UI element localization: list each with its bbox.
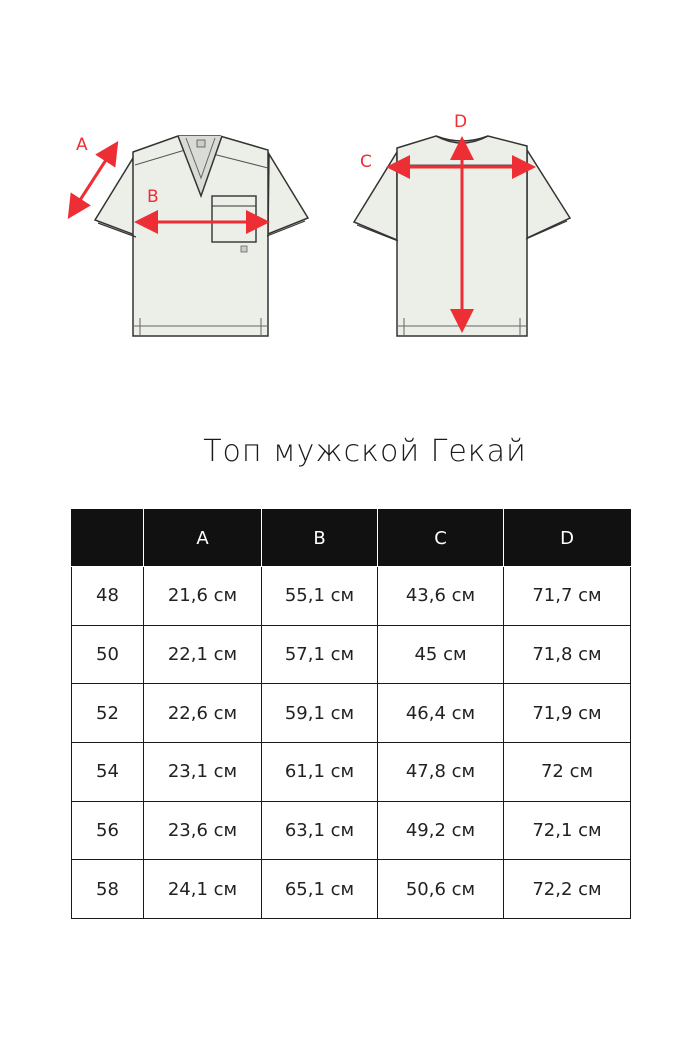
cell-d: 71,9 см: [504, 684, 631, 743]
cell-a: 23,1 см: [144, 742, 262, 801]
cell-a: 23,6 см: [144, 801, 262, 860]
label-b: B: [147, 187, 159, 207]
cell-b: 59,1 см: [262, 684, 378, 743]
cell-a: 22,6 см: [144, 684, 262, 743]
header-a: A: [144, 510, 262, 567]
header-c: C: [378, 510, 504, 567]
table-row: [72, 567, 631, 626]
front-shirt: [95, 136, 308, 336]
label-a: A: [76, 135, 88, 155]
cell-d: 72,1 см: [504, 801, 631, 860]
size-cell: 50: [72, 625, 144, 684]
cell-c: 45 см: [378, 625, 504, 684]
table-row: [72, 625, 631, 684]
cell-d: 72,2 см: [504, 860, 631, 919]
header-size: [72, 510, 144, 567]
size-cell: 54: [72, 742, 144, 801]
cell-d: 72 см: [504, 742, 631, 801]
size-cell: 58: [72, 860, 144, 919]
cell-c: 46,4 см: [378, 684, 504, 743]
size-cell: 52: [72, 684, 144, 743]
header-d: D: [504, 510, 631, 567]
table-row: [72, 801, 631, 860]
label-c: C: [360, 152, 372, 172]
cell-c: 50,6 см: [378, 860, 504, 919]
cell-a: 24,1 см: [144, 860, 262, 919]
label-d: D: [454, 112, 468, 132]
cell-a: 21,6 см: [144, 567, 262, 626]
size-table: [71, 509, 631, 919]
cell-b: 55,1 см: [262, 567, 378, 626]
cell-d: 71,7 см: [504, 567, 631, 626]
size-cell: 56: [72, 801, 144, 860]
cell-c: 49,2 см: [378, 801, 504, 860]
cell-c: 47,8 см: [378, 742, 504, 801]
size-cell: 48: [72, 567, 144, 626]
table-header-row: [72, 510, 631, 567]
table-row: [72, 684, 631, 743]
garment-illustrations: [0, 0, 700, 380]
cell-d: 71,8 см: [504, 625, 631, 684]
cell-b: 61,1 см: [262, 742, 378, 801]
cell-c: 43,6 см: [378, 567, 504, 626]
cell-b: 65,1 см: [262, 860, 378, 919]
cell-b: 63,1 см: [262, 801, 378, 860]
table-row: [72, 860, 631, 919]
cell-a: 22,1 см: [144, 625, 262, 684]
cell-b: 57,1 см: [262, 625, 378, 684]
page-title: Топ мужской Гекай: [203, 434, 527, 469]
header-b: B: [262, 510, 378, 567]
table-row: [72, 742, 631, 801]
